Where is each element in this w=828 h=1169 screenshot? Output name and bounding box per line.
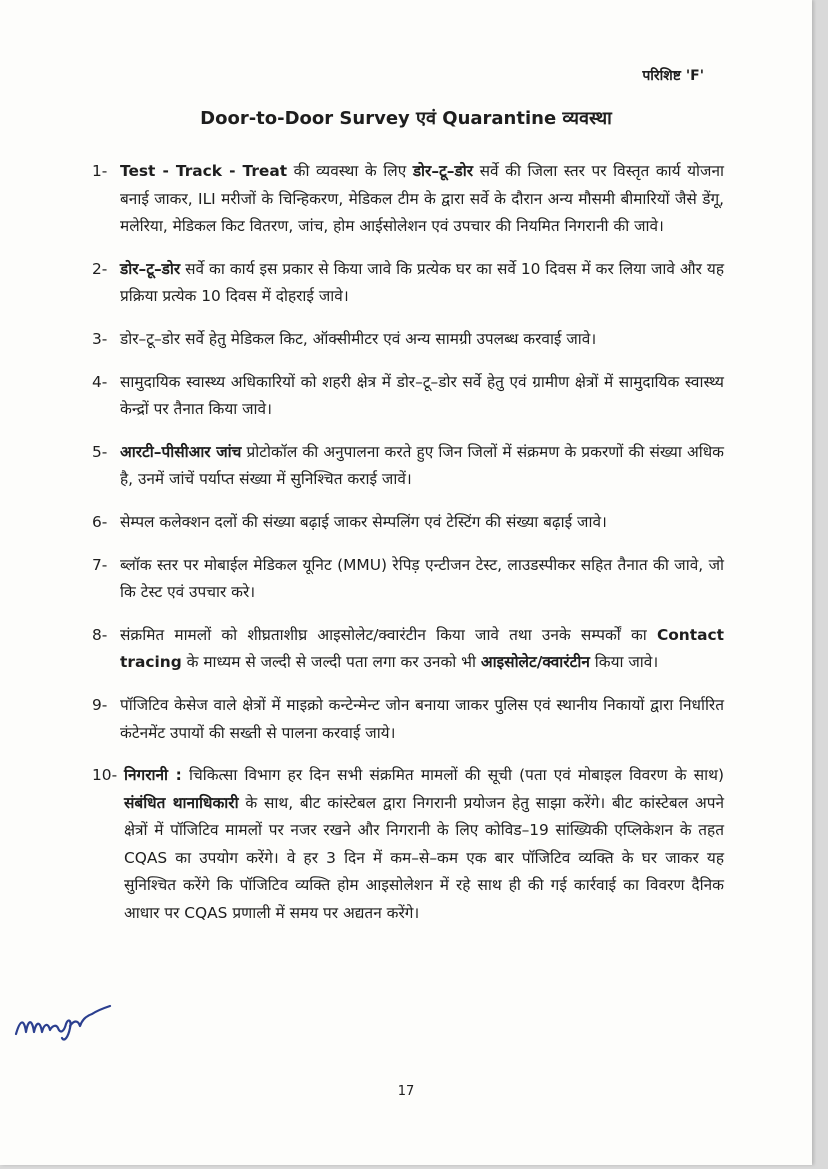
item-number: 9- — [92, 695, 108, 714]
list-item — [92, 509, 724, 537]
text-run: प्रोटोकॉल की अनुपालना करते हुए जिन जिलों में संक्रमण के प्रकरणों की संख्या अधिक है, उनमें जांचें पर्याप्त संख्या में सुनिश्चित कराई जावें। — [120, 442, 724, 489]
text-run: के साथ, बीट कांस्टेबल द्वारा निगरानी प्रयोजन हेतु साझा करेंगे। बीट कांस्टेबल अपने क्षेत्रों में पॉजिटिव मामलों पर नजर रखने और निगरानी के लिए कोविड–19 सांख्यिकी एप्लिकेशन के तहत CQAS का उपयोग करेंगे। वे हर 3 दिन में कम–से–कम एक बार पॉजिटिव व्यक्ति के घर जाकर यह सुनिश्चित करेंगे कि पॉजिटिव व्यक्ति होम आइसोलेशन में रहे साथ ही की गई कार्रवाई का विवरण दैनिक आधार पर CQAS प्रणाली में समय पर अद्यतन करेंगे। — [124, 793, 724, 923]
item-number: 3- — [92, 329, 108, 348]
item-number: 7- — [92, 555, 108, 574]
item-number: 4- — [92, 372, 108, 391]
item-text — [120, 439, 724, 494]
text-run: डोर–टू–डोर सर्वे हेतु मेडिकल किट, ऑक्सीमीटर एवं अन्य सामग्री उपलब्ध करवाई जावे। — [120, 329, 597, 348]
bold-phrase: निगरानी : — [124, 766, 182, 785]
bold-phrase: डोर–टू–डोर — [120, 259, 181, 278]
bold-phrase: Contact tracing — [120, 625, 724, 672]
page-number: 17 — [397, 1084, 415, 1099]
item-number: 6- — [92, 512, 108, 531]
item-text — [120, 509, 724, 537]
list-item — [92, 326, 724, 354]
text-run: सर्वे की जिला स्तर पर विस्तृत कार्य योजना बनाई जाकर, ILI मरीजों के चिन्हिकरण, मेडिकल टीम के द्वारा सर्वे के दौरान अन्य मौसमी बीमारियों जैसे डेंगू, मलेरिया, मेडिकल किट वितरण, जांच, होम आईसोलेशन एवं उपचार की नियमित निगरानी की जावे। — [120, 162, 724, 236]
bold-phrase: आइसोलेट/क्वारंटीन — [480, 653, 590, 672]
text-run: पॉजिटिव केसेज वाले क्षेत्रों में माइक्रो कन्टेन्मेन्ट जोन बनाया जाकर पुलिस एवं स्थानीय निकायों द्वारा निर्धारित कंटेनमेंट उपायों की सख्ती से पालना करवाई जाये। — [120, 695, 724, 742]
list-item — [92, 762, 724, 928]
bold-phrase: डोर–टू–डोर — [412, 162, 473, 180]
bold-phrase: आरटी–पीसीआर जांच — [120, 442, 242, 461]
page-title: Door-to-Door Survey एवं Quarantine व्यवस्था — [200, 108, 612, 129]
text-run: ब्लॉक स्तर पर मोबाईल मेडिकल यूनिट (MMU) रेपिड़ एन्टीजन टेस्ट, लाउडस्पीकर सहित तैनात की जावे, जो कि टेस्ट एवं उपचार करे। — [120, 555, 724, 602]
item-text — [120, 158, 724, 241]
item-text — [120, 326, 724, 354]
list-item — [92, 439, 724, 494]
list-item — [92, 622, 724, 677]
numbered-list — [92, 158, 724, 943]
text-run: किया जावे। — [589, 653, 659, 672]
handwritten-signature — [12, 998, 122, 1044]
item-number: 10- — [92, 766, 118, 785]
list-item — [92, 552, 724, 607]
bold-phrase: संबंधित थानाधिकारी — [124, 793, 239, 812]
item-text — [120, 692, 724, 747]
text-run: की व्यवस्था के लिए — [287, 162, 413, 180]
item-number: 5- — [92, 442, 108, 461]
item-number: 8- — [92, 625, 108, 644]
text-run: सामुदायिक स्वास्थ्य अधिकारियों को शहरी क्षेत्र में डोर–टू–डोर सर्वे हेतु एवं ग्रामीण क्षेत्रों में सामुदायिक स्वास्थ्य केन्द्रों पर तैनात किया जावे। — [120, 372, 724, 419]
list-item — [92, 692, 724, 747]
text-run: के माध्यम से जल्दी से जल्दी पता लगा कर उनको भी — [181, 653, 481, 672]
item-text — [120, 369, 724, 424]
item-text — [120, 552, 724, 607]
text-run: सर्वे का कार्य इस प्रकार से किया जावे कि प्रत्येक घर का सर्वे 10 दिवस में कर लिया जावे और यह प्रक्रिया प्रत्येक 10 दिवस में दोहराई जावे। — [120, 259, 724, 306]
item-number: 1- — [92, 162, 108, 180]
text-run: सेम्पल कलेक्शन दलों की संख्या बढ़ाई जाकर सेम्पलिंग एवं टेस्टिंग की संख्या बढ़ाई जावे। — [120, 512, 607, 531]
list-item — [92, 256, 724, 311]
list-item — [92, 369, 724, 424]
item-text — [120, 256, 724, 311]
item-text — [124, 762, 724, 928]
text-run: चिकित्सा विभाग हर दिन सभी संक्रमित मामलों की सूची (पता एवं मोबाइल विवरण के साथ) — [181, 766, 724, 785]
text-run: संक्रमित मामलों को शीघ्रताशीघ्र आइसोलेट/क्वारंटीन किया जावे तथा उनके सम्पर्कों का — [120, 625, 657, 644]
bold-phrase: Test - Track - Treat — [120, 162, 288, 180]
appendix-label: परिशिष्ट 'F' — [642, 68, 704, 84]
list-item — [92, 158, 724, 241]
item-number: 2- — [92, 259, 108, 278]
item-text — [120, 622, 724, 677]
